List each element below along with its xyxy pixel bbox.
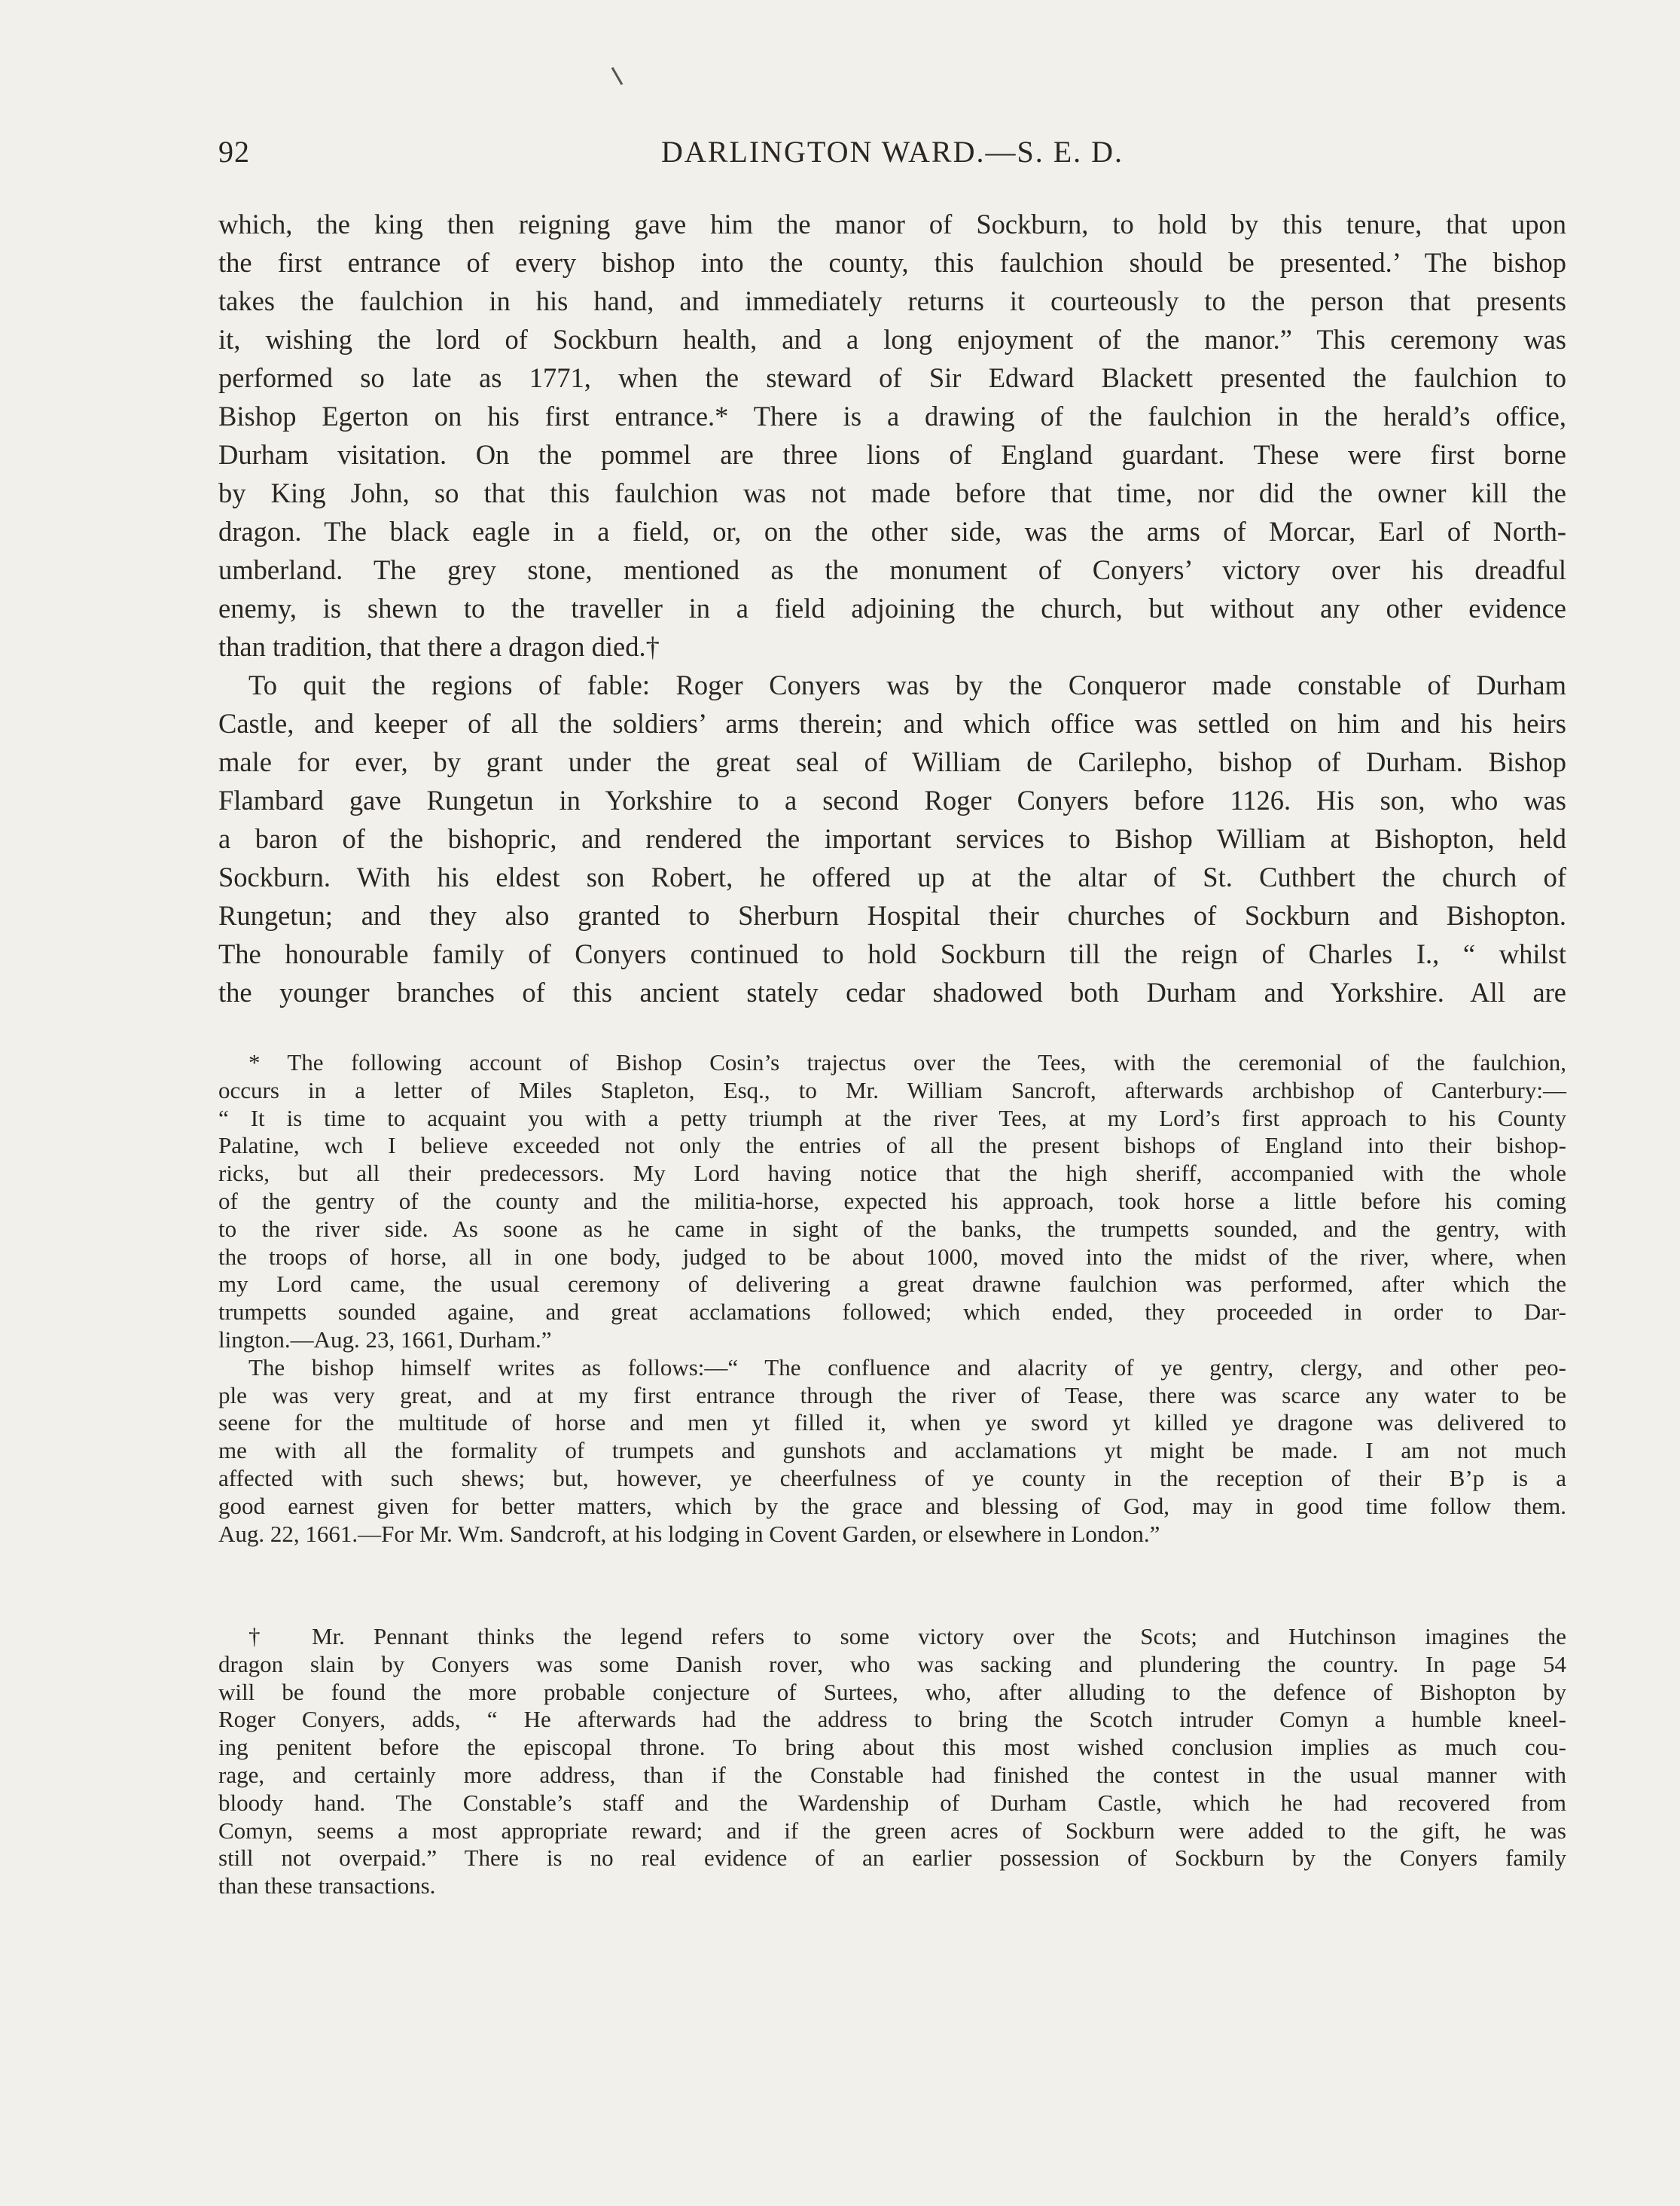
page-number: 92 (218, 135, 250, 169)
footnote-line: my Lord came, the usual ceremony of delivering a great drawne faulchion was performed, after which the (218, 1271, 1566, 1298)
footnote-line: good earnest given for better matters, which by the grace and blessing of God, may in good time follow them. (218, 1492, 1566, 1519)
text-line: umberland. The grey stone, mentioned as the monument of Conyers’ victory over his dreadful (218, 554, 1566, 585)
footnote-line: to the river side. As soone as he came in sight of the banks, the trumpetts sounded, and the gentry, with (218, 1215, 1566, 1242)
footnote-line: the troops of horse, all in one body, judged to be about 1000, moved into the midst of the river, where, when (218, 1243, 1566, 1270)
text-line: it, wishing the lord of Sockburn health, and a long enjoyment of the manor.” This ceremony was (218, 324, 1566, 355)
footnote-line: bloody hand. The Constable’s staff and the Wardenship of Durham Castle, which he had recovered from (218, 1789, 1566, 1816)
footnote-line: ple was very great, and at my first entrance through the river of Tease, there was scarce any water to be (218, 1381, 1566, 1408)
text-line: Flambard gave Rungetun in Yorkshire to a second Roger Conyers before 1126. His son, who was (218, 785, 1566, 816)
footnote-line: seene for the multitude of horse and men yt filled it, when ye sword yt killed ye dragone was delivered to (218, 1409, 1566, 1436)
page-header (218, 134, 1566, 179)
footnote-line: ing penitent before the episcopal throne. To bring about this most wished conclusion implies as much cou- (218, 1734, 1566, 1761)
footnote-line: dragon slain by Conyers was some Danish rover, who was sacking and plundering the country. In page 54 (218, 1650, 1566, 1677)
text-line: Sockburn. With his eldest son Robert, he offered up at the altar of St. Cuthbert the church of (218, 862, 1566, 892)
footnote-line: † Mr. Pennant thinks the legend refers to some victory over the Scots; and Hutchinson imagines the (248, 1623, 1566, 1649)
footnote-line: Aug. 22, 1661.—For Mr. Wm. Sandcroft, at his lodging in Covent Garden, or elsewhere in London.” (218, 1520, 1160, 1547)
footnote-line: Palatine, wch I believe exceeded not only the entries of all the present bishops of England into their bishop- (218, 1132, 1566, 1159)
main-text (218, 205, 1566, 1011)
text-line: Bishop Egerton on his first entrance.* There is a drawing of the faulchion in the herald’s office, (218, 401, 1566, 432)
footnote-line: occurs in a letter of Miles Stapleton, Esq., to Mr. William Sancroft, afterwards archbishop of Canterbury:— (218, 1076, 1566, 1103)
footnote-line: The bishop himself writes as follows:—“ The confluence and alacrity of ye gentry, clergy, and other peo- (248, 1353, 1566, 1381)
footnote-line: * The following account of Bishop Cosin’s trajectus over the Tees, with the ceremonial of the faulchion, (248, 1049, 1566, 1076)
text-line: To quit the regions of fable: Roger Conyers was by the Conqueror made constable of Durham (248, 670, 1566, 700)
page-mark (611, 67, 624, 85)
footnote-dagger (218, 1623, 1566, 1900)
text-line: the younger branches of this ancient stately cedar shadowed both Durham and Yorkshire. All are (218, 977, 1566, 1008)
footnote-line: of the gentry of the county and the militia-horse, expected his approach, took horse a little before his coming (218, 1187, 1566, 1214)
footnote-line: lington.—Aug. 23, 1661, Durham.” (218, 1326, 552, 1353)
text-line: The honourable family of Conyers continued to hold Sockburn till the reign of Charles I., “ whilst (218, 938, 1566, 969)
footnote-line: Comyn, seems a most appropriate reward; and if the green acres of Sockburn were added to the gift, he was (218, 1817, 1566, 1844)
text-line: by King John, so that this faulchion was not made before that time, nor did the owner kill the (218, 478, 1566, 508)
text-line: Durham visitation. On the pommel are three lions of England guardant. These were first borne (218, 439, 1566, 470)
text-line: than tradition, that there a dragon died.† (218, 631, 660, 662)
text-line: a baron of the bishopric, and rendered the important services to Bishop William at Bishopton, held (218, 823, 1566, 854)
footnote-line: rage, and certainly more address, than if the Constable had finished the contest in the usual manner with (218, 1761, 1566, 1788)
text-line: takes the faulchion in his hand, and immediately returns it courteously to the person that presents (218, 285, 1566, 316)
text-line: Rungetun; and they also granted to Sherburn Hospital their churches of Sockburn and Bishopton. (218, 900, 1566, 931)
footnote-line: will be found the more probable conjecture of Surtees, who, after alluding to the defence of Bishopton by (218, 1678, 1566, 1705)
footnote-line: “ It is time to acquaint you with a petty triumph at the river Tees, at my Lord’s first approach to his County (218, 1104, 1566, 1131)
text-line: Castle, and keeper of all the soldiers’ arms therein; and which office was settled on him and his heirs (218, 708, 1566, 739)
text-line: dragon. The black eagle in a field, or, on the other side, was the arms of Morcar, Earl of North- (218, 516, 1566, 547)
footnote-line: Roger Conyers, adds, “ He afterwards had the address to bring the Scotch intruder Comyn a humble kneel- (218, 1706, 1566, 1733)
footnote-asterisk (218, 1049, 1566, 1548)
text-line: enemy, is shewn to the traveller in a field adjoining the church, but without any other evidence (218, 593, 1566, 624)
footnote-line: affected with such shews; but, however, ye cheerfulness of ye county in the reception of their B’p is a (218, 1464, 1566, 1491)
footnote-line: trumpetts sounded againe, and great acclamations followed; which ended, they proceeded in order to Dar- (218, 1298, 1566, 1326)
footnote-line: me with all the formality of trumpets and gunshots and acclamations yt might be made. I am not much (218, 1437, 1566, 1464)
text-line: the first entrance of every bishop into the county, this faulchion should be presented.’ The bishop (218, 247, 1566, 278)
text-line: performed so late as 1771, when the steward of Sir Edward Blackett presented the faulchion to (218, 362, 1566, 393)
running-title: DARLINGTON WARD.—S. E. D. (660, 135, 1124, 169)
text-line: male for ever, by grant under the great seal of William de Carilepho, bishop of Durham. Bishop (218, 746, 1566, 777)
footnote-line: than these transactions. (218, 1872, 436, 1899)
text-line: which, the king then reigning gave him the manor of Sockburn, to hold by this tenure, that upon (218, 209, 1566, 240)
footnote-line: still not overpaid.” There is no real evidence of an earlier possession of Sockburn by the Conyers family (218, 1844, 1566, 1872)
footnote-line: ricks, but all their predecessors. My Lord having notice that the high sheriff, accompanied with the whole (218, 1160, 1566, 1187)
